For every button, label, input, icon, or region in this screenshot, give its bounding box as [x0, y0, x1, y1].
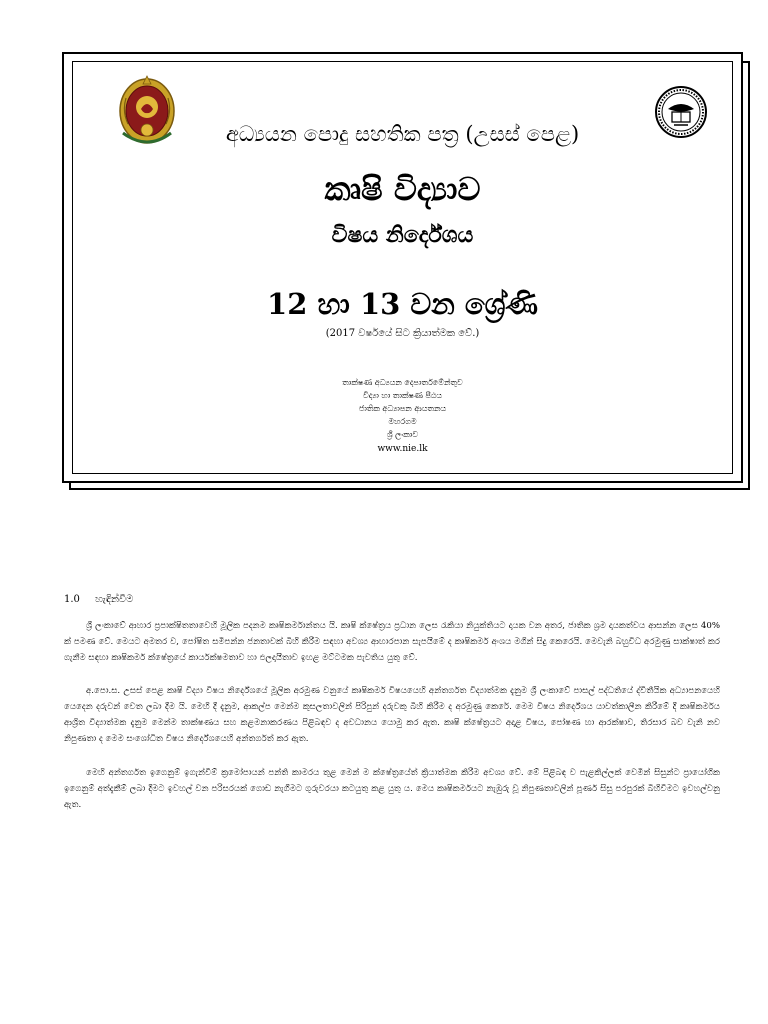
publisher-address [73, 376, 732, 456]
intro-paragraph-3: මෙහි අන්තර්ගත ඉගෙනුම් ඉගැන්වීම් ක්‍රමෝපායන් පන්ති කාමරය තුළ මෙන් ම ක්ෂේත්‍රයේත් ක්‍රියාත්මක කිරීම අවශ්‍ය වේ. මේ පිළිබඳ ව පැළකිල්ලක් වෙමින් සිසුන්ට ප්‍රායෝගික ඉගෙනුම් අත්දැකීම් ලබා දීමට ඉවහල් වන පරිසරයක් ගොඩ නැගීමට ගුරුවරයා කටයුතු කළ යුතු ය. මෙය කෘෂිකර්මයට නැඹුරු වූ නිපුණතාවලින් පූර්ණ සිසු පරපුරක් බිහිවීමට ඉවහල්වනු ඇත. [64, 768, 720, 810]
address-line-faculty: විද්‍යා හා තාක්ෂණ පීඨය [362, 391, 443, 400]
section-heading [64, 594, 133, 605]
address-line-country: ශ්‍රී ලංකාව [386, 430, 419, 439]
cover-effective-note: (2017 වර්ෂයේ සිට ක්‍රියාත්මක වේ.) [325, 328, 480, 339]
section-title: හැඳින්වීම [95, 594, 134, 605]
cover-grade: 12 හා 13 වන ශ්‍රේණි [267, 287, 538, 321]
cover-title: කෘෂි විද්‍යාව [324, 170, 481, 208]
intro-paragraph-1: ශ්‍රී ලංකාවේ ආහාර ප්‍රපාක්ෂිතතාවෙහි මූලික පදනම කෘෂිකර්මාන්තය යි. කෘෂි ක්ෂේත්‍රය ප්‍රධාන ලෙස රැකියා නියුක්තියට දායක වන අතර, ජාතික ශ්‍රම දායකත්වය ආසන්න ලෙස 40% ක් පමණ වේ. මෙයට අමතර ව, පෝෂිත සමිපන්න ජනතාවක් බිහි කිරීම සඳහා අවශ්‍ය ආහාරපාන සැපයීමේ ද කෘෂිකර්ම අංශය මගින් සිදු කෙරෙයි. මෙවැනි බහුවිධ අරමුණු සාක්ෂාත් කර ගැනීම සඳහා කෘෂිකර්ම ක්ෂේත්‍රයේ කාර්යක්ෂමතාව හා ඵලදායීතාව ඉහළ මට්ටමක පැවතිය යුතු වේ. [64, 621, 720, 663]
cover-inner-border [72, 61, 733, 474]
cover-subject-line: විෂය නිර්දේශය [331, 222, 474, 248]
cover-subtitle: අධ්‍යයන පොදු සහතික පත්‍ර (උසස් පෙළ) [225, 122, 580, 146]
address-line-institute: ජාතික අධ්‍යාපන ආයතනය [358, 404, 447, 413]
intro-paragraph-2: අ.පො.ස. උසස් පෙළ කෘෂි විද්‍යා විෂය නිර්දේශයේ මූලික අරමුණ වනුයේ කෘෂිකර්ම විෂයයෙහි අන්තර්ගත විද්‍යාත්මක දැනුම ශ්‍රී ලංකාවේ පාසල් පද්ධතියේ ද්විතීයික අධ්‍යාපනයෙහි යෙදෙන දරුවන් වෙත ලබා දීම යි. මෙහි දී දැනුම, ආකල්ප මෙන්ම කුසලතාවලින් පිරිපුන් දරුවකු බිහි කිරීම ද අරමුණු කෙරේ. මෙම විෂය නිර්දේශය යාවත්කාලීන කිරීමේ දී කෘෂිකර්මය ආශ්‍රිත විද්‍යාත්මක දැනුම මෙන්ම තාක්ෂණය සහ කළමනාකරණය පිළිබඳව ද අවධානය යොමු කර ඇත. කෘෂි ක්ෂේත්‍රයට අදාළ විෂය, පෝෂණ හා ආරක්ෂාව, තිරසාර බව වැනි නව නිපුණතා ද මෙම සංශෝධිත විෂය නිර්දේශයෙහි අන්තර්ගත් කර ඇත. [64, 686, 720, 744]
section-number: 1.0 [64, 594, 80, 605]
address-line-department: තාක්ෂණ අධ්‍යයන දෙපාර්තමේන්තුව [342, 378, 463, 387]
address-line-city: මහරගම [388, 417, 417, 426]
cover-frame [62, 52, 743, 483]
website-link[interactable]: www.nie.lk [377, 444, 428, 454]
